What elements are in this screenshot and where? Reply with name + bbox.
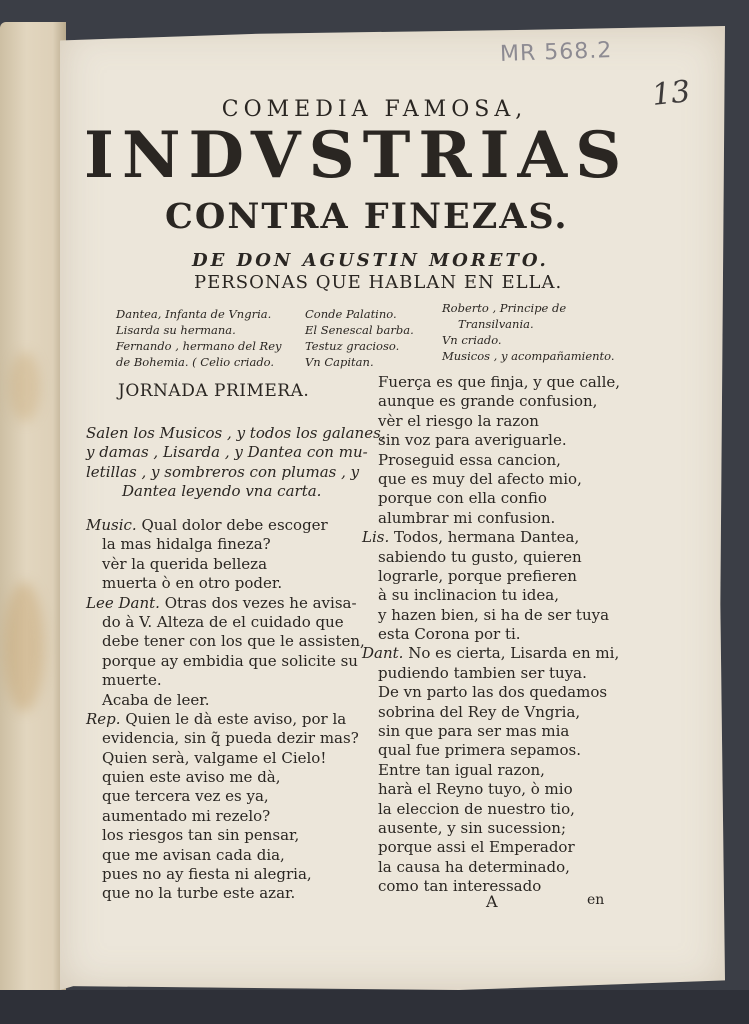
verse-text: De vn parto las dos quedamos: [378, 683, 608, 702]
verse-line: [86, 594, 365, 613]
verse-line: [362, 761, 620, 780]
verse-line: [362, 470, 620, 489]
verse-line: [362, 683, 620, 702]
verse-line: [362, 586, 620, 605]
verse-text: debe tener con los que le assisten,: [102, 632, 365, 651]
verse-text: Fuerça es que finja, y que calle,: [378, 373, 621, 391]
verse-line: [362, 451, 620, 470]
signature-mark: A: [486, 892, 498, 911]
verse-text: como tan interessado: [378, 877, 542, 896]
verse-text: à su inclinacion tu idea,: [378, 586, 559, 605]
speaker-label: Dant.: [362, 644, 404, 663]
verse-text: y hazen bien, si ha de ser tuya: [378, 605, 610, 624]
verse-text: Otras dos vezes he avisa-: [164, 593, 357, 612]
verse-line: [362, 489, 620, 508]
cast-entry: de Bohemia. ( Celio criado.: [116, 355, 275, 369]
verse-line: [86, 884, 365, 903]
verse-text: aunque es grande confusion,: [378, 392, 598, 411]
verse-line: [86, 632, 365, 651]
verse-text: pudiendo tambien ser tuya.: [378, 663, 587, 682]
speaker-label: Music.: [86, 516, 137, 534]
verse-line: [86, 846, 365, 865]
verse-line: [86, 652, 365, 671]
cast-entry: El Senescal barba.: [305, 323, 414, 337]
verse-line: [362, 412, 620, 431]
verse-text: Quien le dà este aviso, por la: [125, 709, 347, 728]
right-text-column: [362, 373, 620, 897]
verse-line: [86, 729, 365, 748]
verse-text: do à V. Alteza de el cuidado que: [102, 612, 344, 631]
catchword: en: [587, 892, 605, 908]
stage-line: Dantea leyendo vna carta.: [122, 482, 322, 501]
cast-entry: Dantea, Infanta de Vngria.: [116, 307, 272, 321]
verse-text: evidencia, sin q̃ pueda dezir mas?: [102, 729, 359, 748]
verse-text: los riesgos tan sin pensar,: [102, 826, 300, 845]
verse-line: [86, 613, 365, 632]
verse-line: [86, 574, 365, 593]
verse-line: [86, 516, 365, 535]
verse-text: alumbrar mi confusion.: [378, 508, 556, 527]
verse-text: que me avisan cada dia,: [102, 845, 285, 864]
stage-line: Salen los Musicos , y todos los galanes,: [86, 424, 386, 442]
verse-text: que es muy del afecto mio,: [378, 469, 582, 488]
speaker-label: Lee Dant.: [86, 593, 160, 612]
verse-line: [86, 555, 365, 574]
verse-text: Quien serà, valgame el Cielo!: [102, 748, 327, 767]
verse-text: harà el Reyno tuyo, ò mio: [378, 780, 573, 799]
cast-entry: Transilvania.: [458, 317, 534, 331]
verse-text: aumentado mi rezelo?: [102, 806, 271, 825]
verse-line: [86, 787, 365, 806]
act-heading: JORNADA PRIMERA.: [118, 381, 310, 401]
verse-text: lograrle, porque prefieren: [378, 566, 577, 585]
verse-line: [86, 807, 365, 826]
verse-line: [86, 691, 365, 710]
cast-column-3: [442, 300, 615, 364]
verse-line: [86, 865, 365, 884]
cast-entry: Lisarda su hermana.: [116, 323, 236, 337]
stage-line: letillas , y sombreros con plumas , y: [86, 462, 360, 481]
verse-text: quien este aviso me dà,: [102, 768, 281, 787]
verse-text: No es cierta, Lisarda en mi,: [408, 644, 620, 663]
verse-text: Entre tan igual razon,: [378, 760, 545, 779]
verse-line: [362, 373, 620, 392]
verse-line: [362, 567, 620, 586]
verse-line: [362, 431, 620, 450]
verse-line: [362, 548, 620, 567]
left-text-column: [86, 516, 365, 904]
verse-text: qual fue primera sepamos.: [378, 741, 582, 760]
facing-page-edge: [0, 22, 66, 997]
verse-line: [362, 741, 620, 760]
cast-column-1: [116, 306, 282, 370]
title-line-1: COMEDIA FAMOSA,: [221, 97, 528, 122]
verse-line: [86, 768, 365, 787]
verse-text: Todos, hermana Dantea,: [394, 528, 580, 547]
verse-line: [362, 644, 620, 663]
verse-text: porque assi el Emperador: [378, 838, 575, 857]
book-board: [0, 990, 749, 1024]
verse-text: muerte.: [102, 671, 162, 690]
verse-line: [362, 392, 620, 411]
verse-text: la causa ha determinado,: [378, 857, 570, 876]
cast-entry: Roberto , Principe de: [442, 301, 567, 315]
stage-direction: [86, 424, 386, 502]
verse-text: Proseguid essa cancion,: [378, 450, 561, 469]
verse-text: la mas hidalga fineza?: [102, 535, 271, 554]
verse-text: la eleccion de nuestro tio,: [378, 799, 575, 818]
verse-text: porque ay embidia que solicite su: [102, 651, 358, 670]
verse-text: vèr la querida belleza: [102, 554, 268, 573]
verse-line: [362, 858, 620, 877]
verse-text: sin voz para averiguarle.: [378, 431, 567, 450]
verse-text: que tercera vez es ya,: [102, 787, 269, 806]
verse-text: ausente, y sin sucession;: [378, 818, 567, 837]
verse-line: [86, 535, 365, 554]
shelfmark: MR 568.2: [499, 38, 613, 67]
title-line-3: CONTRA FINEZAS.: [165, 196, 569, 237]
verse-line: [362, 703, 620, 722]
verse-line: [362, 800, 620, 819]
cast-entry: Vn criado.: [442, 333, 502, 347]
cast-column-2: [305, 306, 414, 370]
verse-line: [86, 749, 365, 768]
cast-entry: Vn Capitan.: [305, 355, 374, 369]
cast-entry: Musicos , y acompañamiento.: [442, 349, 615, 363]
personas-heading: PERSONAS QUE HABLAN EN ELLA.: [194, 272, 563, 293]
verse-text: sabiendo tu gusto, quieren: [378, 547, 582, 566]
speaker-label: Rep.: [86, 709, 121, 728]
verse-text: sin que para ser mas mia: [378, 722, 570, 741]
speaker-label: Lis.: [362, 528, 390, 547]
verse-text: sobrina del Rey de Vngria,: [378, 702, 581, 721]
verse-line: [362, 664, 620, 683]
title-main: INDVSTRIAS: [84, 118, 630, 193]
stage-line: y damas , Lisarda , y Dantea con mu-: [86, 443, 368, 462]
verse-line: [86, 671, 365, 690]
verse-text: Acaba de leer.: [102, 690, 210, 709]
verse-line: [362, 780, 620, 799]
verse-line: [86, 710, 365, 729]
verse-text: esta Corona por ti.: [378, 625, 521, 644]
cast-entry: Fernando , hermano del Rey: [116, 339, 282, 353]
verse-text: vèr el riesgo la razon: [378, 411, 539, 430]
verse-text: porque con ella confio: [378, 489, 547, 508]
folio-number: 13: [650, 74, 692, 113]
verse-line: [362, 722, 620, 741]
verse-line: [362, 606, 620, 625]
author-line: DE DON AGUSTIN MORETO.: [192, 250, 549, 271]
verse-line: [362, 625, 620, 644]
verse-line: [362, 838, 620, 857]
verse-text: que no la turbe este azar.: [102, 884, 296, 903]
verse-line: [86, 826, 365, 845]
verse-line: [362, 509, 620, 528]
verse-text: Qual dolor debe escoger: [141, 516, 328, 534]
verse-line: [362, 819, 620, 838]
verse-text: muerta ò en otro poder.: [102, 574, 283, 593]
verse-line: [362, 528, 620, 547]
verse-text: pues no ay fiesta ni alegria,: [102, 865, 312, 884]
cast-entry: Conde Palatino.: [305, 307, 397, 321]
cast-entry: Testuz gracioso.: [305, 339, 400, 353]
